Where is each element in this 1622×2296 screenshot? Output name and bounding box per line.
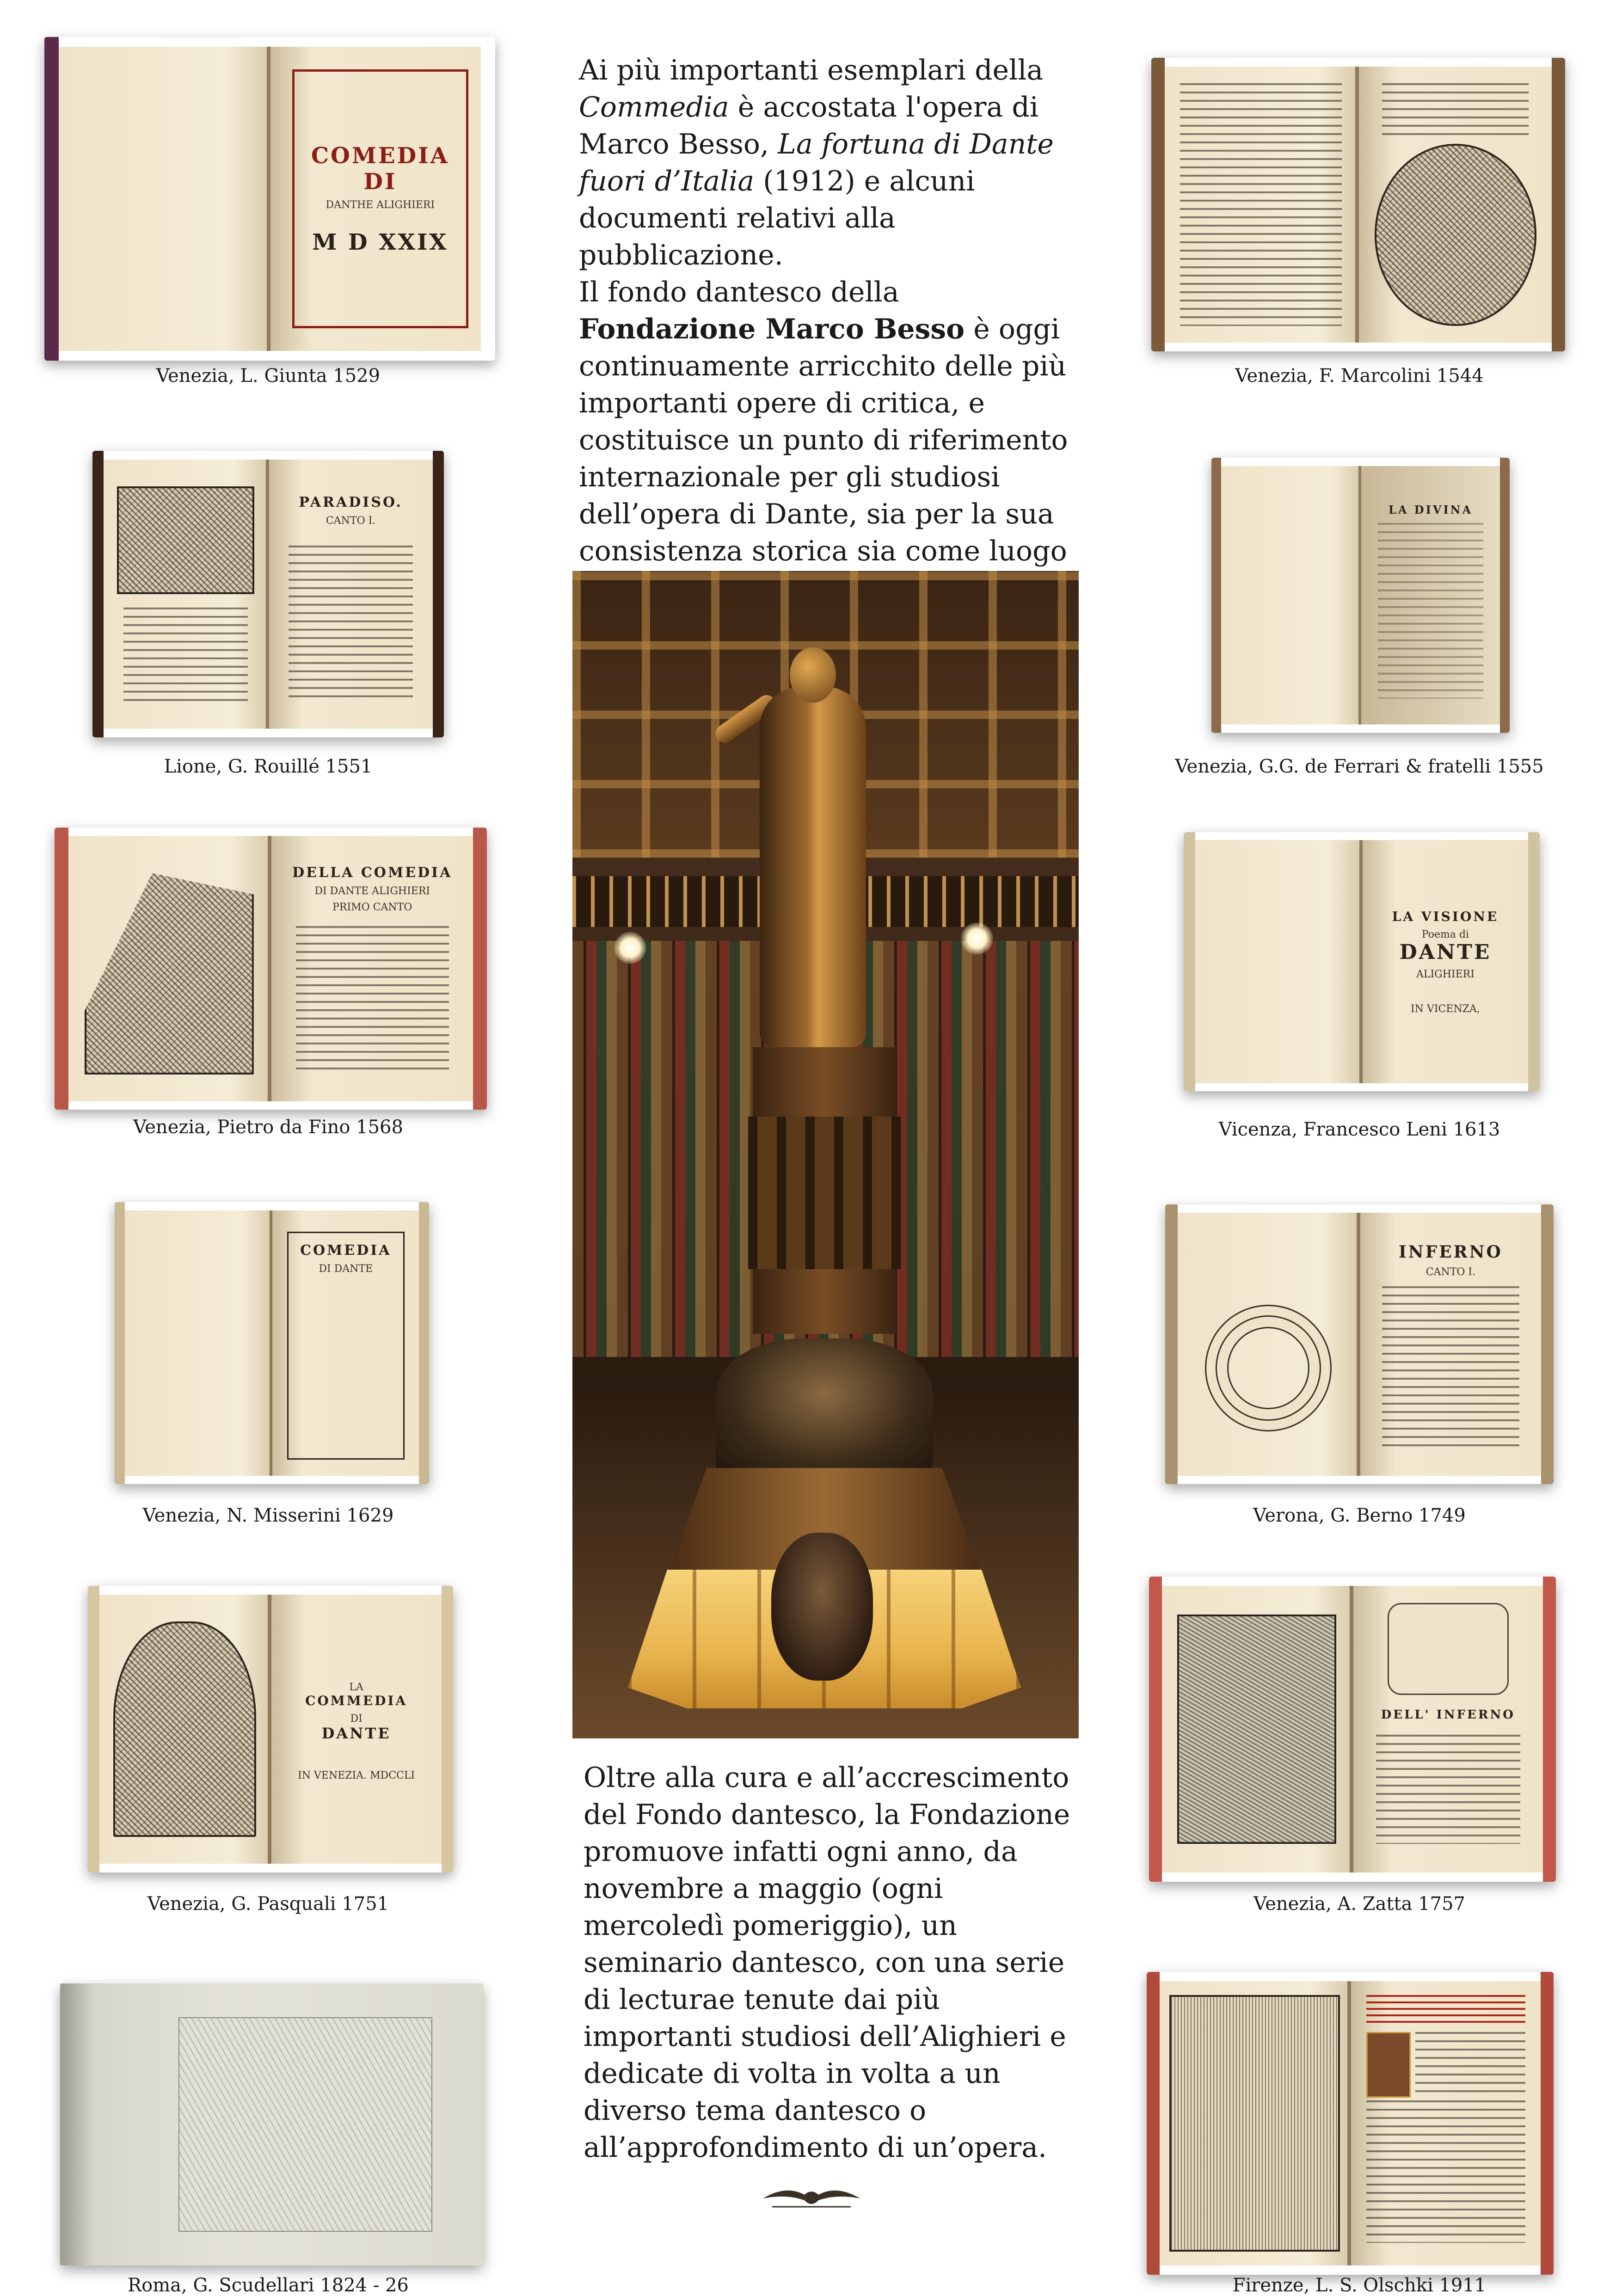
- book-pietro-da-fino-1568: DELLA COMEDIA DI DANTE ALIGHIERI PRIMO CANTO: [55, 828, 487, 1110]
- dante-statue: [760, 687, 866, 1047]
- library-statue-photo: [572, 571, 1079, 1738]
- title-page: COMEDIA DI DANTHE ALIGHIERI M D XXIX: [292, 69, 468, 328]
- book-leni-1613: LA VISIONE Poema di DANTE ALIGHIERI IN VICENZA,: [1184, 832, 1540, 1091]
- book-misserini-1629: COMEDIA DI DANTE: [115, 1202, 429, 1484]
- intro-text: [579, 52, 1081, 607]
- book-zatta-1757: DELL' INFERNO: [1149, 1577, 1556, 1882]
- book-de-ferrari-1555: LA DIVINA: [1211, 458, 1510, 733]
- caption-scudellari-1824: Roma, G. Scudellari 1824 - 26: [128, 2275, 409, 2296]
- caption-berno-1749: Verona, G. Berno 1749: [1253, 1505, 1466, 1526]
- seated-figure: [771, 1533, 873, 1681]
- outro-text: [584, 1759, 1085, 2166]
- book-giunta-1529: [44, 37, 495, 361]
- caption-olschki-1911: Firenze, L. S. Olschki 1911: [1232, 2275, 1487, 2296]
- statue-head: [790, 647, 836, 703]
- caption-giunta-1529: Venezia, L. Giunta 1529: [156, 365, 381, 387]
- caption-rouille-1551: Lione, G. Rouillé 1551: [164, 756, 373, 777]
- book-olschki-1911: [1147, 1972, 1554, 2275]
- intro-paragraph-2: Il fondo dantesco della Fondazione Marco Besso è oggi continuamente arricchito delle più importanti opere di critica, e costituisce un punto di riferimento internazionale per gli studiosi dell’opera di Dante, sia per la sua consistenza storica sia come luogo: [579, 276, 1068, 567]
- pedestal-reliefs: [748, 1117, 901, 1269]
- book-rouille-1551: PARADISO. CANTO I.: [92, 451, 444, 737]
- caption-misserini-1629: Venezia, N. Misserini 1629: [142, 1505, 394, 1526]
- book-berno-1749: INFERNO CANTO I.: [1165, 1204, 1554, 1484]
- book-pasquali-1751: LA COMMEDIA DI DANTE IN VENEZIA. MDCCLI: [88, 1586, 453, 1872]
- outro-paragraph: Oltre alla cura e all’accrescimento del Fondo dantesco, la Fondazione promuove infatti ogni anno, da novembre a maggio (ogni mercoledì pomeriggio), un seminario dantesco, con una serie di lecturae tenute dai più importanti studiosi dell’Alighieri e dedicate di volta in volta a un diverso tema dantesco o all’approfondimento di un’opera.: [584, 1762, 1070, 2164]
- bronze-figures: [716, 1338, 933, 1477]
- caption-pasquali-1751: Venezia, G. Pasquali 1751: [147, 1893, 389, 1915]
- lamp-right: [961, 922, 993, 955]
- intro-paragraph-1: Ai più importanti esemplari della Commedia è accostata l'opera di Marco Besso, La fortuna di Dante fuori d’Italia (1912) e alcuni documenti relativi alla pubblicazione.: [579, 54, 1054, 271]
- caption-zatta-1757: Venezia, A. Zatta 1757: [1253, 1893, 1465, 1915]
- caption-pietro-da-fino-1568: Venezia, Pietro da Fino 1568: [133, 1117, 403, 1138]
- book-marcolini-1544: [1151, 58, 1565, 351]
- eagle-emblem-icon: [758, 2180, 865, 2212]
- caption-de-ferrari-1555: Venezia, G.G. de Ferrari & fratelli 1555: [1175, 756, 1544, 777]
- book-scudellari-1824: [60, 1983, 483, 2265]
- caption-leni-1613: Vicenza, Francesco Leni 1613: [1218, 1119, 1500, 1140]
- caption-marcolini-1544: Venezia, F. Marcolini 1544: [1235, 365, 1484, 387]
- lamp-left: [614, 932, 646, 964]
